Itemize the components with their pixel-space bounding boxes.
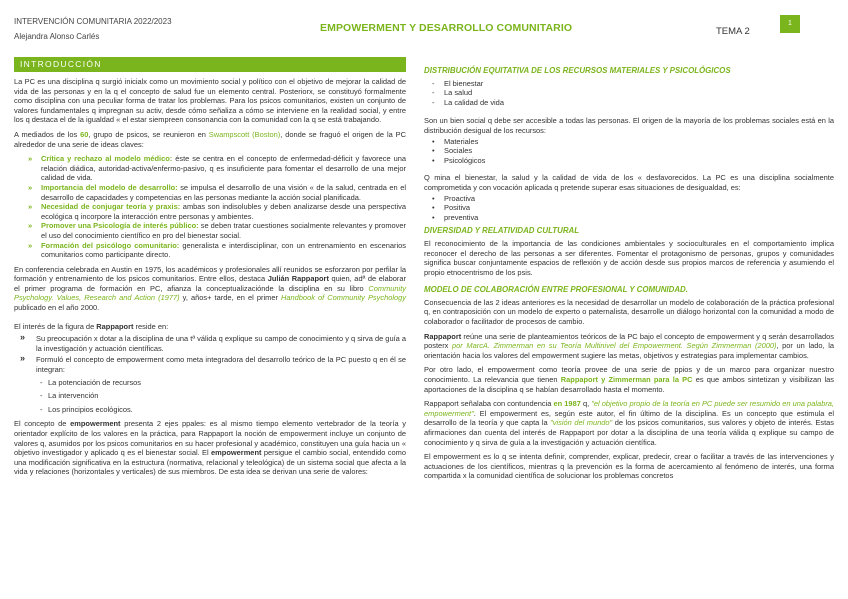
text-span: , por un lado, la orientación hacia los valores del empowerment sugiere las metas, objetivos y estrategias para implementar cambios.: [424, 341, 834, 360]
item-text: Sociales: [444, 146, 473, 156]
list-item: [424, 79, 834, 89]
bullet-dot-icon: •: [432, 212, 435, 222]
bullet-dot-icon: •: [432, 146, 435, 156]
text-span: En conferencia celebrada en Austin en 1975, los académicos y profesionales allí reunidos se esforzaron por perfilar la formación y entrenamiento de los psicos comunitarios. Entre ellos, destaca: [14, 264, 406, 284]
rappaport-name: Julián Rappaport: [267, 274, 329, 284]
list-item: [14, 154, 406, 183]
chevron-bullet-icon: »: [28, 240, 33, 250]
text-span: quien, adª de elaborar el primer programa de formación en PC, afianza la conceptualizaciónde la disciplina en su libro: [14, 274, 406, 293]
chevron-bullet-icon: »: [28, 182, 33, 192]
item-text: preventiva: [444, 212, 479, 222]
dash-bullet-icon: -: [40, 404, 43, 414]
wellbeing-list: [424, 79, 834, 108]
collaboration-paragraph: Consecuencia de las 2 ideas anteriores es la necesidad de desarrollar un modelo de colaboración de la práctica profesional q, en contraposición con un modelo de experto o paternalista, desarrolle un diálogo horizontal con la comunidad a modo de colaborador o facilitador de procesos de cambio.: [424, 297, 834, 327]
item-text: La potenciación de recursos: [48, 377, 142, 387]
item-text: generalista e interdisciplinar, con un entrenamiento en escenarios comunitarios como participante directo.: [41, 240, 406, 260]
item-text: Materiales: [444, 136, 479, 146]
resources-paragraph: Son un bien social q debe ser accesible a todas las personas. El origen de la mayoría de los problemas sociales está en la distribución desigual de los recursos:: [424, 116, 834, 135]
bullet-dot-icon: •: [432, 136, 435, 146]
pc-traits-list: [424, 194, 834, 223]
text-span: de los psicos comunitarios, sus valores y objeto de interés. Estas afirmaciones dan cuenta del interés de Rappaport por dotar a la disciplina de una teoría válida q explique su campo de conocimiento y q sirva de guía a la investigación y actuación científica.: [424, 418, 834, 447]
empowerment-definition-paragraph: El empowerment es lo q se intenta definir, comprender, explicar, predecir, crear o facilitar a través de las intervenciones y actuaciones de los científicos, mientras q la prevención es la forma de acercamiento al fenómeno de interés, una forma compartida x la comunidad científica de solucionar los problemas concretos: [424, 452, 834, 481]
item-text: El bienestar: [444, 78, 484, 88]
text-span: reside en:: [133, 321, 169, 331]
item-text: ambas son indisolubles y deben analizarse desde una perspectiva ecológica q incorpore la interacción entre personas y ambientes.: [41, 202, 406, 221]
item-text: La intervención: [48, 391, 99, 401]
list-item: [14, 183, 406, 202]
text-span: Por otro lado, el empowerment como teoría provee de una serie de ppios y de un marco para organizar nuestro conocimiento. La relevancia que tienen: [424, 365, 834, 385]
chevron-bullet-icon: »: [20, 353, 26, 364]
item-text: se impulsa el desarrollo de una visión « de la salud, centrada en el desarrollo de capacidades y competencias en las personas mediante la acción social planificada.: [41, 182, 406, 202]
chevron-bullet-icon: »: [28, 221, 33, 231]
course-label: INTERVENCIÓN COMUNITARIA 2022/2023: [14, 17, 172, 26]
text-span: publicado en el año 2000.: [14, 303, 100, 313]
list-item: [14, 241, 406, 260]
rappaport-interest-paragraph: [14, 322, 406, 332]
list-item: [14, 405, 406, 415]
item-text: Su preocupación x dotar a la disciplina de una tª válida q explique su campo de conocimiento y q sirva de guía a la investigación y actuación científicas.: [36, 334, 406, 353]
text-span: . El empowerment es, según este autor, el fin último de la disciplina. Es un concepto que estimula el desarrollo de la teoría y que capta la: [424, 408, 834, 428]
page-title: EMPOWERMENT Y DESARROLLO COMUNITARIO: [320, 22, 573, 34]
place-highlight: Swampscott (Boston): [208, 129, 281, 139]
chevron-bullet-icon: »: [20, 332, 26, 343]
quote-highlight: "el objetivo propio de la teoría en PC puede ser resumido en una palabra, empowerment": [424, 399, 835, 418]
bullet-dot-icon: •: [432, 155, 435, 165]
list-item: [424, 203, 834, 213]
book-title: Community Psychology. Values, Research and Action (1977): [14, 283, 406, 303]
item-text: Proactiva: [444, 193, 476, 203]
text-span: y, años+ tarde, en el primer: [179, 293, 282, 303]
rappaport-name: Rappaport: [424, 331, 462, 341]
empowerment-term: empowerment: [211, 448, 262, 458]
diversity-paragraph: El reconocimiento de la importancia de las condiciones ambientales y socioculturales en el comportamiento implica reconocer el derecho de las personas a ser diferentes. Fomentar el protagonismo de personas, grupos y comunidades significa buscar conjuntamente espacios de reflexión y de acción desde sus propios marcos de referencia y asumiendo el propio etnocentrismo de los psis.: [424, 238, 834, 277]
text-span: persigue el cambio social, entendido como una modificación significativa en la estructura (normativa, relacional y teleológica) de un sistema social que afecta a la vida y relaciones (horizontales y verticales) de sus miembros. De esta idea se derivan una serie de valores:: [14, 448, 406, 477]
heading-modelo: MODELO DE COLABORACIÓN ENTRE PROFESIONAL Y COMUNIDAD.: [424, 285, 688, 295]
chevron-bullet-icon: »: [28, 154, 33, 164]
bullet-dot-icon: •: [432, 193, 435, 203]
dash-bullet-icon: -: [40, 377, 43, 387]
text-span: q,: [580, 399, 592, 409]
item-text: La calidad de vida: [444, 97, 504, 107]
dash-bullet-icon: -: [40, 391, 43, 401]
author-label: Alejandra Alonso Carlés: [14, 32, 100, 41]
header-meta: [14, 14, 172, 44]
quote-highlight: "visión del mundo": [550, 418, 613, 428]
list-item: [14, 391, 406, 401]
item-text: se deben tratar cuestiones socialmente relevantes y promover el uso del conocimiento científico en pro del bienestar social.: [41, 221, 406, 240]
tema-label: TEMA 2: [716, 26, 750, 37]
text-span: presenta 2 ejes ppales: es al mismo tiempo elemento vertebrador de la teoría y orientador explícito de los valores en la práctica, para Rappaport la noción de empowerment incluye un conjunto de valores q, asumidos por los psicos comunitarios en su hacer profesional y académico, constituyen una guía hacia un « objetivo investigador y aplicado q es el bienestar social. El: [14, 419, 406, 458]
resource-types-list: [424, 137, 834, 166]
item-label: Necesidad de conjugar teoría y praxis:: [41, 202, 181, 212]
zimmerman-paragraph: [424, 332, 834, 361]
text-span: El interés de la figura de: [14, 321, 97, 331]
page-number: 1: [780, 15, 800, 33]
dash-bullet-icon: -: [432, 97, 435, 107]
right-column: [424, 66, 834, 486]
zimmerman-citation: por MarcA. Zimmerman en su Teoría Multinivel del Empowerment. Según Zimmerman (2000): [452, 341, 777, 351]
text-span: A mediados de los: [14, 129, 81, 139]
list-item: [14, 221, 406, 240]
decade-highlight: 60: [80, 129, 89, 139]
intro-paragraph: La PC es una disciplina q surgió inicialx como un movimiento social y político con el objetivo de mejorar la calidad de vida de las personas y en la q el concepto de salud fue un elemento central. Posteriorx, se constituyó formalmente como disciplina con una peculiar forma de tratar los problemas. Para los psicos comunitarios, existen un conjunto de valores fundamentales q impregnan su activ, desde cómo señaliza a cómo se interviene en la realidad social, y entre los q destaca el de la igualdad « el estar siempreen consonancia con la comunidad con la q se está trabajando.: [14, 77, 406, 125]
key-ideas-list: [14, 154, 406, 260]
list-item: [424, 194, 834, 204]
list-item: [14, 202, 406, 221]
list-item: [424, 146, 834, 156]
swampscott-paragraph: [14, 130, 406, 149]
list-item: [14, 334, 406, 353]
list-item: [424, 213, 834, 223]
bullet-dot-icon: •: [432, 203, 435, 213]
text-span: , grupo de psicos, se reunieron en: [88, 129, 209, 139]
dash-bullet-icon: -: [432, 88, 435, 98]
authors-highlight: Rappaport y Zimmerman para la PC: [560, 375, 693, 385]
item-label: Formación del psicólogo comunitario:: [41, 240, 180, 250]
heading-diversidad: DIVERSIDAD Y RELATIVIDAD CULTURAL: [424, 226, 580, 236]
empowerment-paragraph: [14, 419, 406, 477]
list-item: [424, 98, 834, 108]
item-text: La salud: [444, 88, 473, 98]
list-item: [14, 355, 406, 374]
item-label: Crítica y rechazo al modelo médico:: [41, 154, 173, 164]
list-item: [424, 137, 834, 147]
item-text: Formuló el concepto de empowerment como meta integradora del desarrollo teórico de la PC puesto q en él se integran:: [36, 355, 406, 375]
text-span: es que ambos sintetizan y visibilizan las aportaciones de la disciplina q se habían desarrollado hasta el momento.: [424, 375, 835, 394]
framework-paragraph: [424, 365, 834, 394]
text-span: reúne una serie de planteamientos teóricos de la PC bajo el concepto de empowerment y q serán desarrollados posterx: [424, 331, 834, 351]
item-text: éste se centra en el concepto de enfermedad-déficit y favorece una relación diádica, autoridad-activa/enfermo-pasivo, q es insuficiente para fomentar el desarrollo de una mejor calidad de vida.: [41, 154, 407, 183]
integrates-list: [14, 378, 406, 415]
empowerment-term: empowerment: [70, 419, 121, 429]
rappaport-points-list: [14, 334, 406, 374]
rappaport-name: Rappaport: [96, 321, 134, 331]
item-text: Psicológicos: [444, 155, 486, 165]
rappaport-1987-paragraph: [424, 399, 834, 447]
austin-paragraph: [14, 265, 406, 313]
chevron-bullet-icon: »: [28, 202, 33, 212]
year-highlight: en 1987: [553, 399, 581, 409]
list-item: [14, 378, 406, 388]
item-label: Importancia del modelo de desarrollo:: [41, 182, 178, 192]
dash-bullet-icon: -: [432, 78, 435, 88]
list-item: [424, 88, 834, 98]
heading-distribucion: DISTRIBUCIÓN EQUITATIVA DE LOS RECURSOS MATERIALES Y PSICOLÓGICOS: [424, 66, 731, 75]
inequality-paragraph: Q mina el bienestar, la salud y la calidad de vida de los « desfavorecidos. La PC es una disciplina socialmente comprometida y con vocación aplicada q pretende superar esas situaciones de desigualdad, es:: [424, 173, 834, 192]
list-item: [424, 156, 834, 166]
item-label: Promover una Psicología de interés público:: [41, 221, 199, 231]
section-banner-introduccion: INTRODUCCIÓN: [14, 57, 406, 72]
left-column: [14, 57, 406, 482]
handbook-title: Handbook of Community Psychology: [281, 293, 407, 303]
item-text: Los principios ecológicos.: [48, 404, 133, 414]
item-text: Positiva: [444, 203, 471, 213]
text-span: Rappaport señalaba con contundencia: [424, 399, 554, 409]
text-span: El concepto de: [14, 419, 71, 429]
text-span: , donde se fraguó el origen de la PC alrededor de una serie de ideas claves:: [14, 129, 406, 149]
